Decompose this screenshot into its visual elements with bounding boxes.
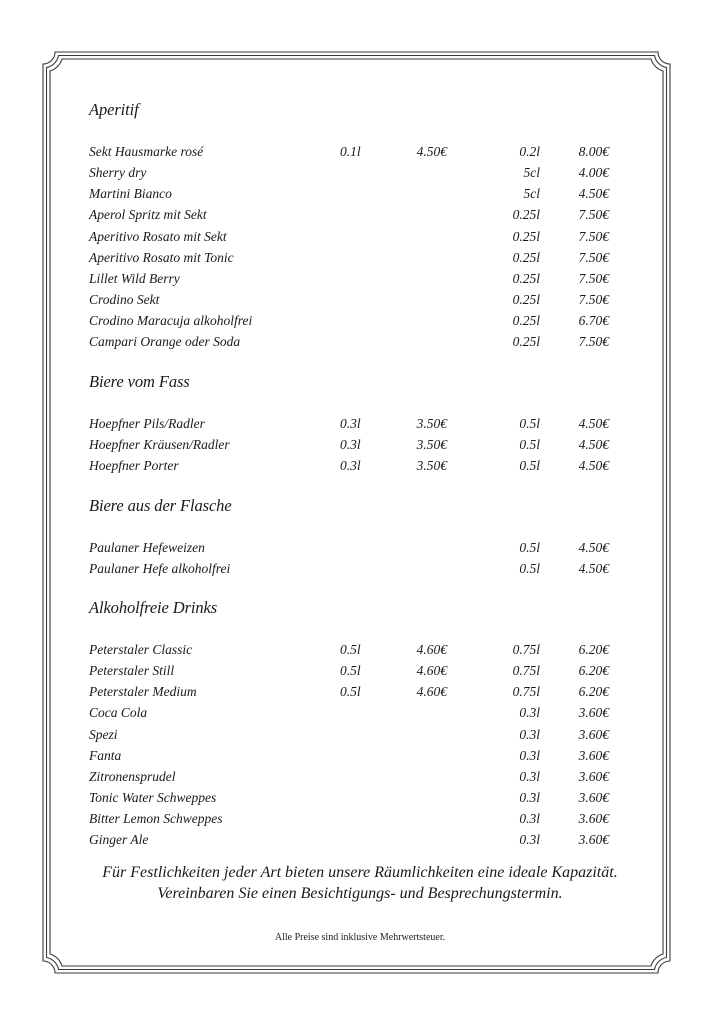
item-price-small: 4.60€ — [416, 663, 447, 678]
menu-item — [89, 808, 629, 829]
item-price-large: 7.50€ — [578, 292, 609, 307]
item-price-large: 6.70€ — [578, 313, 609, 328]
item-price-small: 4.60€ — [416, 684, 447, 699]
menu-item — [89, 787, 629, 808]
item-volume-small: 0.3l — [340, 416, 361, 431]
item-price-large: 4.50€ — [578, 416, 609, 431]
item-volume-large: 0.3l — [519, 705, 540, 720]
item-volume-large: 0.25l — [512, 271, 540, 286]
item-volume-large: 0.5l — [519, 416, 540, 431]
menu-item — [89, 413, 629, 434]
promo-line-2: Vereinbaren Sie einen Besichtigungs- und Besprechungstermin. — [157, 885, 563, 902]
item-name: Peterstaler Still — [89, 663, 175, 678]
item-volume-large: 0.3l — [519, 811, 540, 826]
item-name: Hoepfner Kräusen/Radler — [89, 437, 230, 452]
item-name: Sekt Hausmarke rosé — [89, 144, 204, 159]
menu-item — [89, 455, 629, 476]
item-name: Aperol Spritz mit Sekt — [89, 207, 207, 222]
menu-item — [89, 434, 629, 455]
menu-item — [89, 724, 629, 745]
promo-line-1: Für Festlichkeiten jeder Art bieten unsere Räumlichkeiten eine ideale Kapazität. — [102, 864, 618, 881]
item-price-large: 7.50€ — [578, 250, 609, 265]
item-name: Fanta — [89, 748, 122, 763]
item-price-large: 6.20€ — [578, 684, 609, 699]
menu-item — [89, 558, 629, 579]
item-volume-small: 0.1l — [340, 144, 361, 159]
item-volume-small: 0.3l — [340, 437, 361, 452]
item-volume-large: 0.25l — [512, 229, 540, 244]
item-name: Coca Cola — [89, 705, 148, 720]
menu-item — [89, 289, 629, 310]
menu-item — [89, 247, 629, 268]
item-name: Ginger Ale — [89, 832, 149, 847]
item-name: Spezi — [89, 727, 118, 742]
item-price-large: 7.50€ — [578, 271, 609, 286]
item-volume-large: 0.25l — [512, 292, 540, 307]
item-volume-large: 5cl — [523, 186, 540, 201]
item-price-large: 4.50€ — [578, 437, 609, 452]
item-name: Martini Bianco — [89, 186, 172, 201]
item-volume-large: 0.3l — [519, 769, 540, 784]
menu-item — [89, 226, 629, 247]
item-volume-large: 0.2l — [519, 144, 540, 159]
menu-item — [89, 537, 629, 558]
menu-item — [89, 204, 629, 225]
menu-item — [89, 681, 629, 702]
item-volume-large: 0.3l — [519, 748, 540, 763]
item-volume-large: 0.5l — [519, 437, 540, 452]
section-heading-biere-aus-der-flasche: Biere aus der Flasche — [89, 496, 232, 515]
item-price-large: 3.60€ — [578, 790, 609, 805]
item-name: Sherry dry — [89, 165, 147, 180]
item-price-small: 3.50€ — [416, 416, 447, 431]
item-price-large: 6.20€ — [578, 642, 609, 657]
item-name: Bitter Lemon Schweppes — [89, 811, 223, 826]
item-price-large: 4.50€ — [578, 458, 609, 473]
section-heading-aperitif: Aperitif — [89, 100, 139, 119]
menu-item — [89, 639, 629, 660]
item-name: Peterstaler Classic — [89, 642, 193, 657]
item-volume-small: 0.5l — [340, 663, 361, 678]
menu-item — [89, 829, 629, 850]
item-price-large: 6.20€ — [578, 663, 609, 678]
item-volume-large: 0.25l — [512, 313, 540, 328]
item-name: Hoepfner Pils/Radler — [89, 416, 205, 431]
section-heading-biere-vom-fass: Biere vom Fass — [89, 372, 190, 391]
item-volume-large: 0.25l — [512, 250, 540, 265]
item-volume-large: 5cl — [523, 165, 540, 180]
menu-item — [89, 331, 629, 352]
item-name: Paulaner Hefeweizen — [89, 540, 205, 555]
item-volume-large: 0.75l — [512, 663, 540, 678]
item-price-large: 3.60€ — [578, 705, 609, 720]
item-price-large: 3.60€ — [578, 727, 609, 742]
item-name: Peterstaler Medium — [89, 684, 197, 699]
item-volume-small: 0.5l — [340, 684, 361, 699]
menu-item — [89, 310, 629, 331]
item-price-large: 4.00€ — [578, 165, 609, 180]
item-volume-large: 0.75l — [512, 642, 540, 657]
item-volume-large: 0.5l — [519, 561, 540, 576]
item-volume-large: 0.3l — [519, 727, 540, 742]
vat-note: Alle Preise sind inklusive Mehrwertsteuer. — [274, 932, 446, 943]
item-price-large: 3.60€ — [578, 769, 609, 784]
item-volume-large: 0.5l — [519, 540, 540, 555]
menu-item — [89, 702, 629, 723]
menu-item — [89, 660, 629, 681]
menu-item — [89, 183, 629, 204]
item-volume-large: 0.3l — [519, 832, 540, 847]
item-price-large: 3.60€ — [578, 748, 609, 763]
item-price-small: 4.50€ — [416, 144, 447, 159]
item-name: Crodino Maracuja alkoholfrei — [89, 313, 253, 328]
item-price-large: 4.50€ — [578, 540, 609, 555]
item-name: Campari Orange oder Soda — [89, 334, 241, 349]
item-volume-large: 0.75l — [512, 684, 540, 699]
item-volume-small: 0.5l — [340, 642, 361, 657]
item-volume-large: 0.25l — [512, 334, 540, 349]
item-name: Aperitivo Rosato mit Tonic — [89, 250, 234, 265]
item-volume-large: 0.25l — [512, 207, 540, 222]
item-price-small: 3.50€ — [416, 437, 447, 452]
item-price-large: 4.50€ — [578, 186, 609, 201]
item-name: Zitronensprudel — [89, 769, 176, 784]
item-name: Aperitivo Rosato mit Sekt — [89, 229, 227, 244]
item-price-large: 7.50€ — [578, 334, 609, 349]
item-price-large: 3.60€ — [578, 832, 609, 847]
item-price-large: 4.50€ — [578, 561, 609, 576]
menu-item — [89, 141, 629, 162]
section-heading-alkoholfreie-drinks: Alkoholfreie Drinks — [89, 598, 218, 617]
item-price-large: 7.50€ — [578, 207, 609, 222]
menu-item — [89, 745, 629, 766]
item-volume-large: 0.5l — [519, 458, 540, 473]
item-price-large: 8.00€ — [578, 144, 609, 159]
item-volume-large: 0.3l — [519, 790, 540, 805]
menu-item — [89, 162, 629, 183]
menu-item — [89, 268, 629, 289]
item-name: Paulaner Hefe alkoholfrei — [89, 561, 231, 576]
item-price-large: 7.50€ — [578, 229, 609, 244]
menu-item — [89, 766, 629, 787]
item-price-large: 3.60€ — [578, 811, 609, 826]
item-name: Hoepfner Porter — [89, 458, 179, 473]
item-name: Tonic Water Schweppes — [89, 790, 217, 805]
item-name: Lillet Wild Berry — [89, 271, 180, 286]
item-volume-small: 0.3l — [340, 458, 361, 473]
item-price-small: 4.60€ — [416, 642, 447, 657]
item-name: Crodino Sekt — [89, 292, 160, 307]
item-price-small: 3.50€ — [416, 458, 447, 473]
